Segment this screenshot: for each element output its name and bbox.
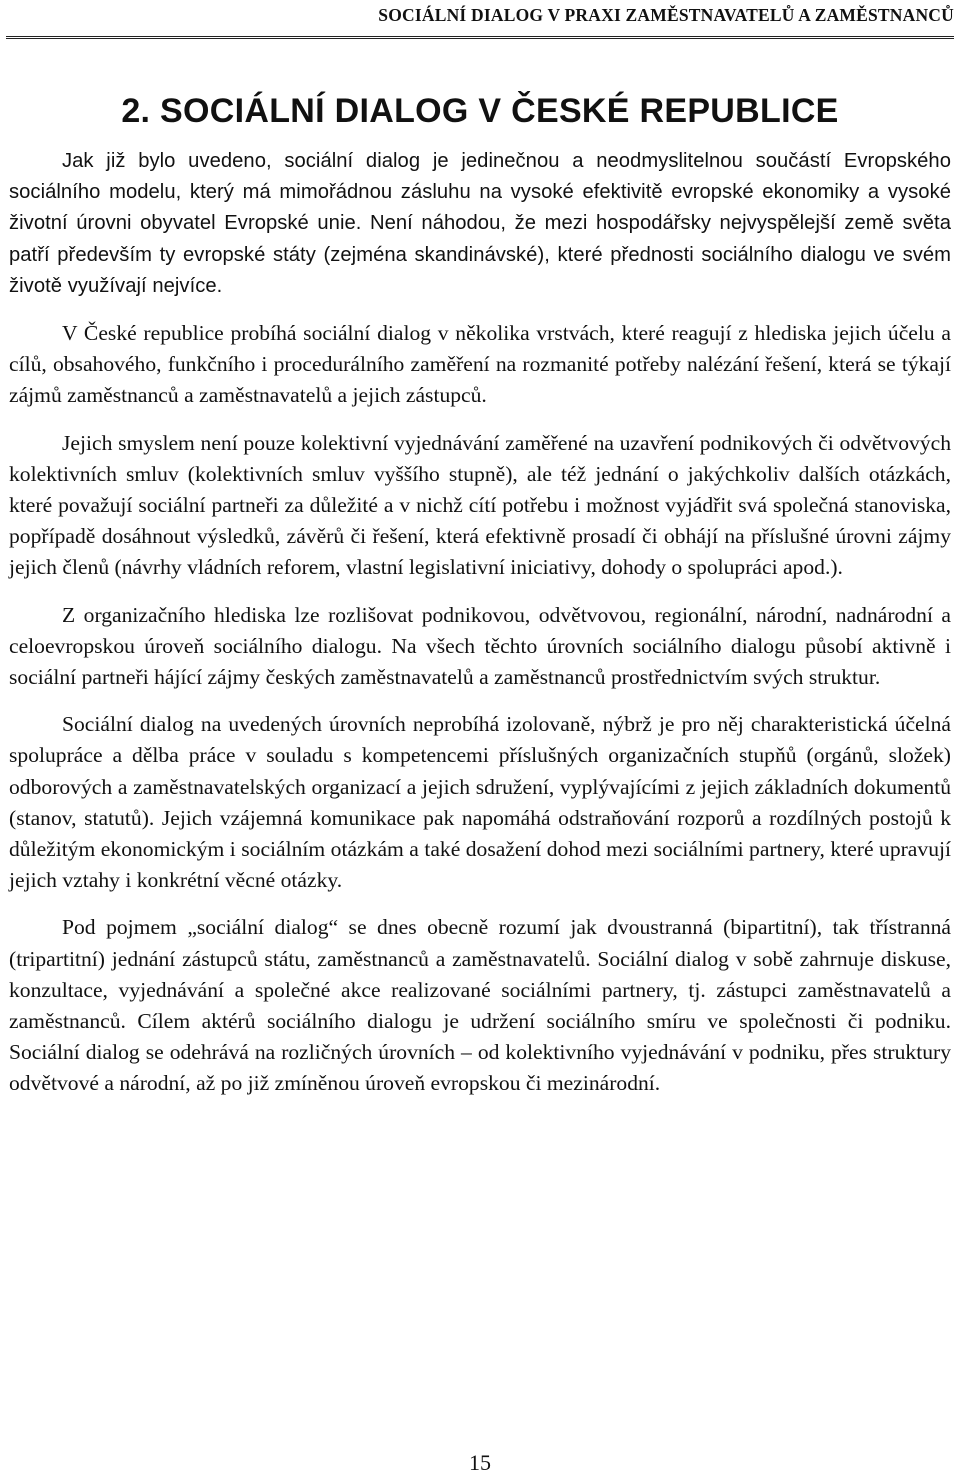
page-number: 15	[469, 1450, 491, 1475]
paragraph-2: V České republice probíhá sociální dialog v několika vrstvách, které reagují z hlediska jejich účelu a cílů, obsahového, funkčního i procedurálního zaměření na rozmanité potřeby nalézání řešení, která se týkají zájmů zaměstnanců a zaměstnavatelů a jejich zástupců.	[9, 321, 951, 408]
running-header: SOCIÁLNÍ DIALOG V PRAXI ZAMĚSTNAVATELŮ A ZAMĚSTNANCŮ	[6, 4, 954, 39]
paragraph-1: Jak již bylo uvedeno, sociální dialog je jedinečnou a neodmyslitelnou součástí Evropského sociálního modelu, který má mimořádnou zásluhu na vysoké efektivitě evropské ekonomiky a vysoké životní úrovni obyvatel Evropské unie. Není náhodou, že mezi hospodářsky nejvyspělejší země světa patří především ty evropské státy (zejména skandinávské), které přednosti sociálního dialogu ve svém životě využívají nejvíce.	[9, 150, 951, 297]
paragraph-3: Jejich smyslem není pouze kolektivní vyjednávání zaměřené na uzavření podnikových či odvětvových kolektivních smluv (kolektivních smluv vyššího stupně), ale též jednání o jakýchkoliv dalších otázkách, které považují sociální partneři za důležité a v nichž cítí potřebu i možnost vyjádřit svá společná stanoviska, popřípadě dosáhnout výsledků, závěrů či řešení, která efektivně prosadí či obhájí na příslušné úrovni zájmy jejich členů (návrhy vládních reforem, vlastní legislativní iniciativy, dohody o spolupráci apod.).	[9, 430, 951, 580]
paragraph-4: Z organizačního hlediska lze rozlišovat podnikovou, odvětvovou, regionální, národní, nadnárodní a celoevropskou úroveň sociálního dialogu. Na všech těchto úrovních sociálního dialogu působí aktivně i sociální partneři hájící zájmy českých zaměstnavatelů a zaměstnanců prostřednictvím svých struktur.	[9, 602, 951, 690]
paragraph-6: Pod pojmem „sociální dialog“ se dnes obecně rozumí jak dvoustranná (bipartitní), tak třístranná (tripartitní) jednání zástupců státu, zaměstnanců a zaměstnavatelů. Sociální dialog v sobě zahrnuje diskuse, konzultace, vyjednávání a společné akce realizované sociálními partnery, tj. zástupci zaměstnavatelů a zaměstnanců. Cílem aktérů sociálního dialogu je udržení sociálního smíru ve společnosti či podniku. Sociální dialog se odehrává na rozličných úrovních – od kolektivního vyjednávání v podniku, přes struktury odvětvové a národní, až po již zmíněnou úroveň evropskou či mezinárodní.	[9, 915, 951, 1096]
body-text	[9, 146, 951, 1116]
chapter-title: 2. SOCIÁLNÍ DIALOG V ČESKÉ REPUBLICE	[121, 91, 839, 130]
paragraph-5: Sociální dialog na uvedených úrovních neprobíhá izolovaně, nýbrž je pro něj charakteristická účelná spolupráce a dělba práce v souladu s kompetencemi příslušných organizačních stupňů (orgánů, složek) odborových a zaměstnavatelských organizací a jejich sdružení, vyplývajícími z jejich základních dokumentů (stanov, statutů). Jejich vzájemná komunikace pak napomáhá odstraňování rozporů a rozdílných postojů k důležitým ekonomickým i sociálním otázkám a také dosažení dohod mezi sociálními partnery, které upravují jejich vztahy i konkrétní věcné otázky.	[9, 712, 951, 893]
